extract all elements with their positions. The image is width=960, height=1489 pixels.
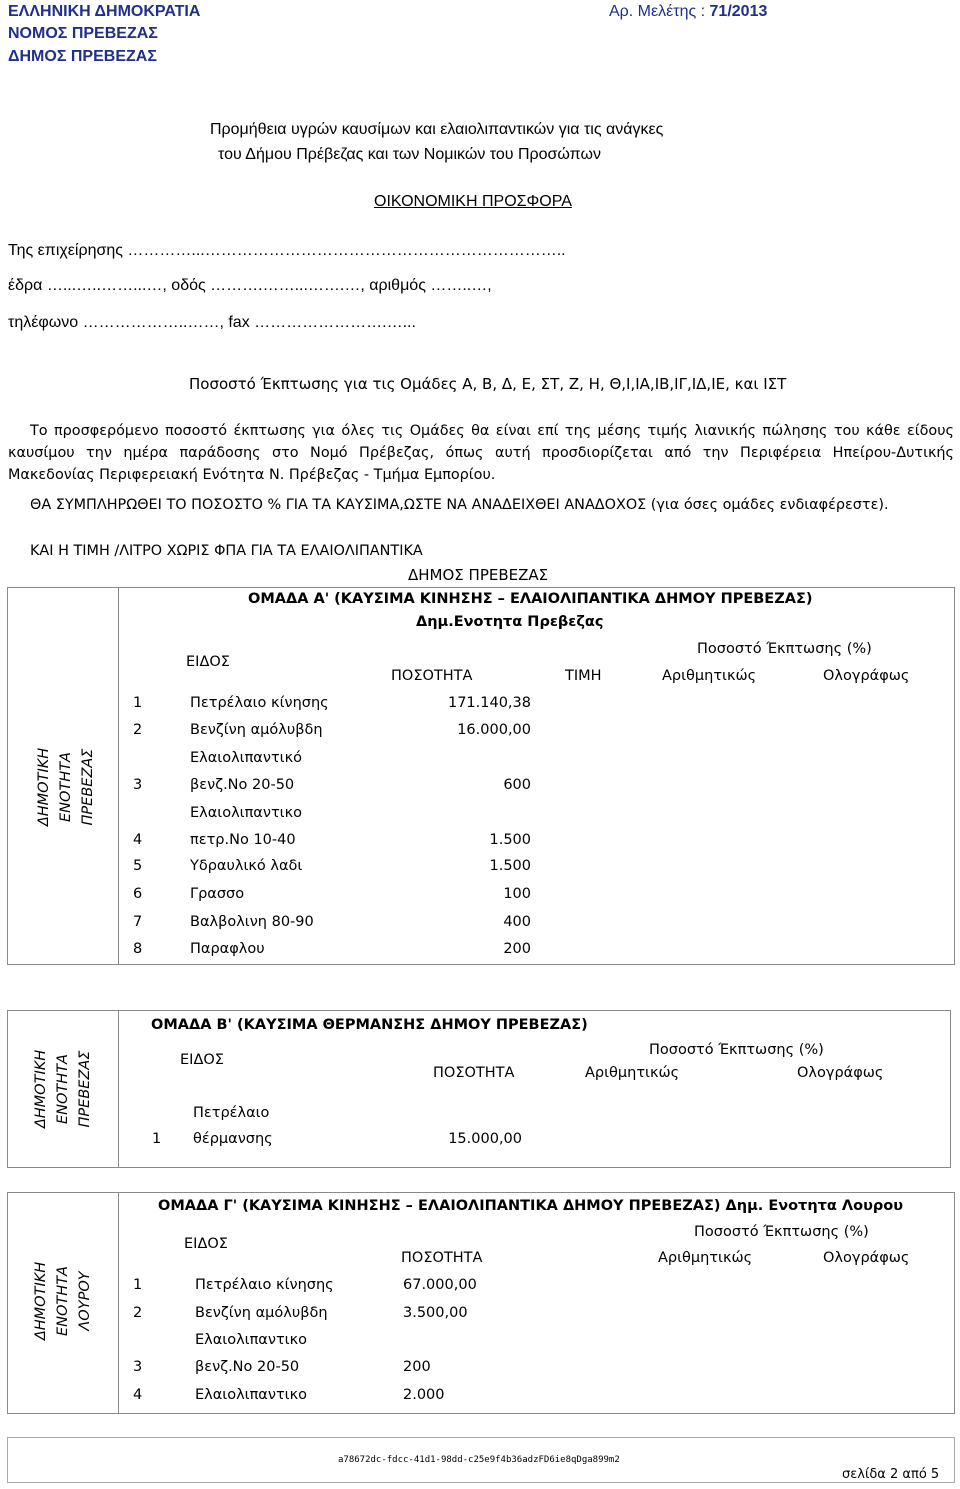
row-item: Βαλβολινη 80-90 (190, 914, 314, 930)
page-number: σελίδα 2 από 5 (842, 1467, 940, 1482)
address-field: έδρα …...…..……...…, οδός ……….……...…….…, αριθμός ……..…, (8, 277, 492, 294)
group-c-col-item: ΕΙΔΟΣ (184, 1236, 228, 1252)
row-number: 1 (133, 1277, 143, 1293)
discount-heading: Ποσοστό Έκπτωσης για τις Ομάδες Α, Β, Δ, Ε, ΣΤ, Ζ, Η, Θ,Ι,ΙΑ,ΙΒ,ΙΓ,ΙΔ,ΙΕ, και ΙΣΤ (189, 375, 787, 393)
group-a-col-numeric: Αριθμητικώς (662, 668, 757, 684)
group-b-title: ΟΜΑΔΑ Β' (ΚΑΥΣΙΜΑ ΘΕΡΜΑΝΣΗΣ ΔΗΜΟΥ ΠΡΕΒΕΖΑΣ) (151, 1017, 588, 1033)
row-quantity: 1.500 (489, 858, 531, 874)
group-b-col-item: ΕΙΔΟΣ (180, 1052, 224, 1068)
row-quantity: 2.000 (403, 1387, 445, 1403)
row-item: πετρ.Νο 10-40 (190, 832, 296, 848)
row-quantity: 3.500,00 (403, 1305, 468, 1321)
row-item: Παραφλου (190, 941, 265, 957)
group-a-subtitle: Δημ.Ενοτητα Πρεβεζας (416, 614, 604, 630)
row-item: βενζ.Νο 20-50 (195, 1359, 300, 1375)
group-b-col-numeric: Αριθμητικώς (585, 1065, 680, 1081)
title-line-1: Προμήθεια υγρών καυσίμων και ελαιολιπαντικών για τις ανάγκες (210, 121, 664, 138)
row-number: 7 (133, 914, 143, 930)
group-c-side-label: ΔΗΜΟΤΙΚΗ ΕΝΟΤΗΤΑ ΛΟΥΡΟΥ (33, 1261, 93, 1341)
row-number: 3 (133, 1359, 143, 1375)
row-number: 2 (133, 722, 143, 738)
row-number: 1 (133, 695, 143, 711)
footer-code: a78672dc-fdcc-41d1-98dd-c25e9f4b36adzFD6ie8qDga899m2 (338, 1455, 620, 1465)
price-instruction: ΚΑΙ Η ΤΙΜΗ /ΛΙΤΡΟ ΧΩΡΙΣ ΦΠΑ ΓΙΑ ΤΑ ΕΛΑΙΟΛΙΠΑΝΤΙΚΑ (30, 543, 423, 559)
group-b-col-words: Ολογράφως (797, 1065, 884, 1081)
row-quantity: 200 (403, 1359, 431, 1375)
group-a-col-item: ΕΙΔΟΣ (186, 654, 230, 670)
group-b-col-discount: Ποσοστό Έκπτωσης (%) (649, 1042, 824, 1058)
group-c-col-discount: Ποσοστό Έκπτωσης (%) (694, 1224, 869, 1240)
row-quantity: 600 (503, 777, 531, 793)
row-item: Πετρέλαιο κίνησης (190, 695, 329, 711)
row-number: 4 (133, 1387, 143, 1403)
row-number: 3 (133, 777, 143, 793)
row-number: 5 (133, 858, 143, 874)
header-line-1: ΕΛΛΗΝΙΚΗ ΔΗΜΟΚΡΑΤΙΑ (8, 3, 201, 20)
row-quantity: 100 (503, 886, 531, 902)
phone-fax-field: τηλέφωνο ………………..……, fax …………………….…... (8, 314, 416, 331)
row-number: 8 (133, 941, 143, 957)
row-item: Πετρέλαιο κίνησης (195, 1277, 334, 1293)
row-quantity: 200 (503, 941, 531, 957)
row-quantity: 400 (503, 914, 531, 930)
row-item: θέρμανσης (193, 1131, 273, 1147)
group-a-col-quantity: ΠΟΣΟΤΗΤΑ (391, 668, 473, 684)
row-number: 6 (133, 886, 143, 902)
group-b-col-quantity: ΠΟΣΟΤΗΤΑ (433, 1065, 515, 1081)
row-item: Βενζίνη αμόλυβδη (190, 722, 323, 738)
group-c-col-quantity: ΠΟΣΟΤΗΤΑ (401, 1250, 483, 1266)
title-line-2: του Δήμου Πρέβεζας και των Νομικών του Προσώπων (218, 146, 601, 163)
study-number-value: 71/2013 (709, 3, 768, 20)
discount-paragraph: Το προσφερόμενο ποσοστό έκπτωσης για όλες τις Ομάδες θα είναι επί της μέσης τιμής λιανικής πώλησης του κάθε είδους καυσίμου την ημέρα παράδοσης στο Νομό Πρέβεζας, όπως αυτή προσδιορίζεται από την Περιφέρεια Ηπείρου-Δυτικής Μακεδονίας Περιφερειακή Ενότητα Ν. Πρέβεζας - Τμήμα Εμπορίου. (8, 423, 954, 483)
row-number: 4 (133, 832, 143, 848)
group-a-col-words: Ολογράφως (823, 668, 910, 684)
header-line-3: ΔΗΜΟΣ ΠΡΕΒΕΖΑΣ (8, 48, 157, 65)
group-c-col-numeric: Αριθμητικώς (658, 1250, 753, 1266)
offer-title: ΟΙΚΟΝΟΜΙΚΗ ΠΡΟΣΦΟΡΑ (374, 193, 572, 210)
group-a-side-label: ΔΗΜΟΤΙΚΗ ΕΝΟΤΗΤΑ ΠΡΕΒΕΖΑΣ (36, 747, 96, 827)
row-item: Γρασσο (190, 886, 245, 902)
group-c-title: ΟΜΑΔΑ Γ' (ΚΑΥΣΙΜΑ ΚΙΝΗΣΗΣ – ΕΛΑΙΟΛΙΠΑΝΤΙΚΑ ΔΗΜΟΥ ΠΡΕΒΕΖΑΣ) Δημ. Ενοτητα Λουρου (158, 1198, 904, 1214)
row-item: Ελαιολιπαντικό (190, 750, 303, 766)
row-item: Πετρέλαιο (193, 1105, 270, 1121)
row-quantity: 67.000,00 (403, 1277, 477, 1293)
row-item: Υδραυλικό λαδι (190, 858, 303, 874)
group-a-title: ΟΜΑΔΑ Α' (ΚΑΥΣΙΜΑ ΚΙΝΗΣΗΣ – ΕΛΑΙΟΛΙΠΑΝΤΙΚΑ ΔΗΜΟΥ ΠΡΕΒΕΖΑΣ) (248, 591, 813, 607)
group-b-side-label: ΔΗΜΟΤΙΚΗ ΕΝΟΤΗΤΑ ΠΡΕΒΕΖΑΣ (33, 1049, 93, 1129)
row-item: Ελαιολιπαντικο (195, 1332, 308, 1348)
row-item: Ελαιολιπαντικο (190, 805, 303, 821)
row-item: Ελαιολιπαντικο (195, 1387, 308, 1403)
group-c-col-words: Ολογράφως (823, 1250, 910, 1266)
row-number: 2 (133, 1305, 143, 1321)
fill-instruction-paragraph: ΘΑ ΣΥΜΠΛΗΡΩΘΕΙ ΤΟ ΠΟΣΟΣΤΟ % ΓΙΑ ΤΑ ΚΑΥΣΙΜΑ,ΩΣΤΕ ΝΑ ΑΝΑΔΕΙΧΘΕΙ ΑΝΑΔΟΧΟΣ (για όσες ομάδες ενδιαφέρεστε). (30, 497, 889, 513)
row-item: βενζ.Νο 20-50 (190, 777, 295, 793)
company-field: Της επιχείρησης …………...………………………………………………………….. (8, 242, 566, 259)
row-quantity: 171.140,38 (447, 695, 531, 711)
municipality-heading: ΔΗΜΟΣ ΠΡΕΒΕΖΑΣ (408, 566, 549, 584)
row-quantity: 1.500 (489, 832, 531, 848)
row-quantity: 15.000,00 (448, 1131, 522, 1147)
row-number: 1 (152, 1131, 162, 1147)
header-line-2: ΝΟΜΟΣ ΠΡΕΒΕΖΑΣ (8, 25, 158, 42)
study-number-label: Αρ. Μελέτης : (609, 3, 710, 20)
row-item: Βενζίνη αμόλυβδη (195, 1305, 328, 1321)
group-a-col-discount: Ποσοστό Έκπτωσης (%) (697, 641, 872, 657)
group-a-col-price: ΤΙΜΗ (565, 668, 602, 684)
study-number (609, 3, 767, 21)
row-quantity: 16.000,00 (457, 722, 531, 738)
